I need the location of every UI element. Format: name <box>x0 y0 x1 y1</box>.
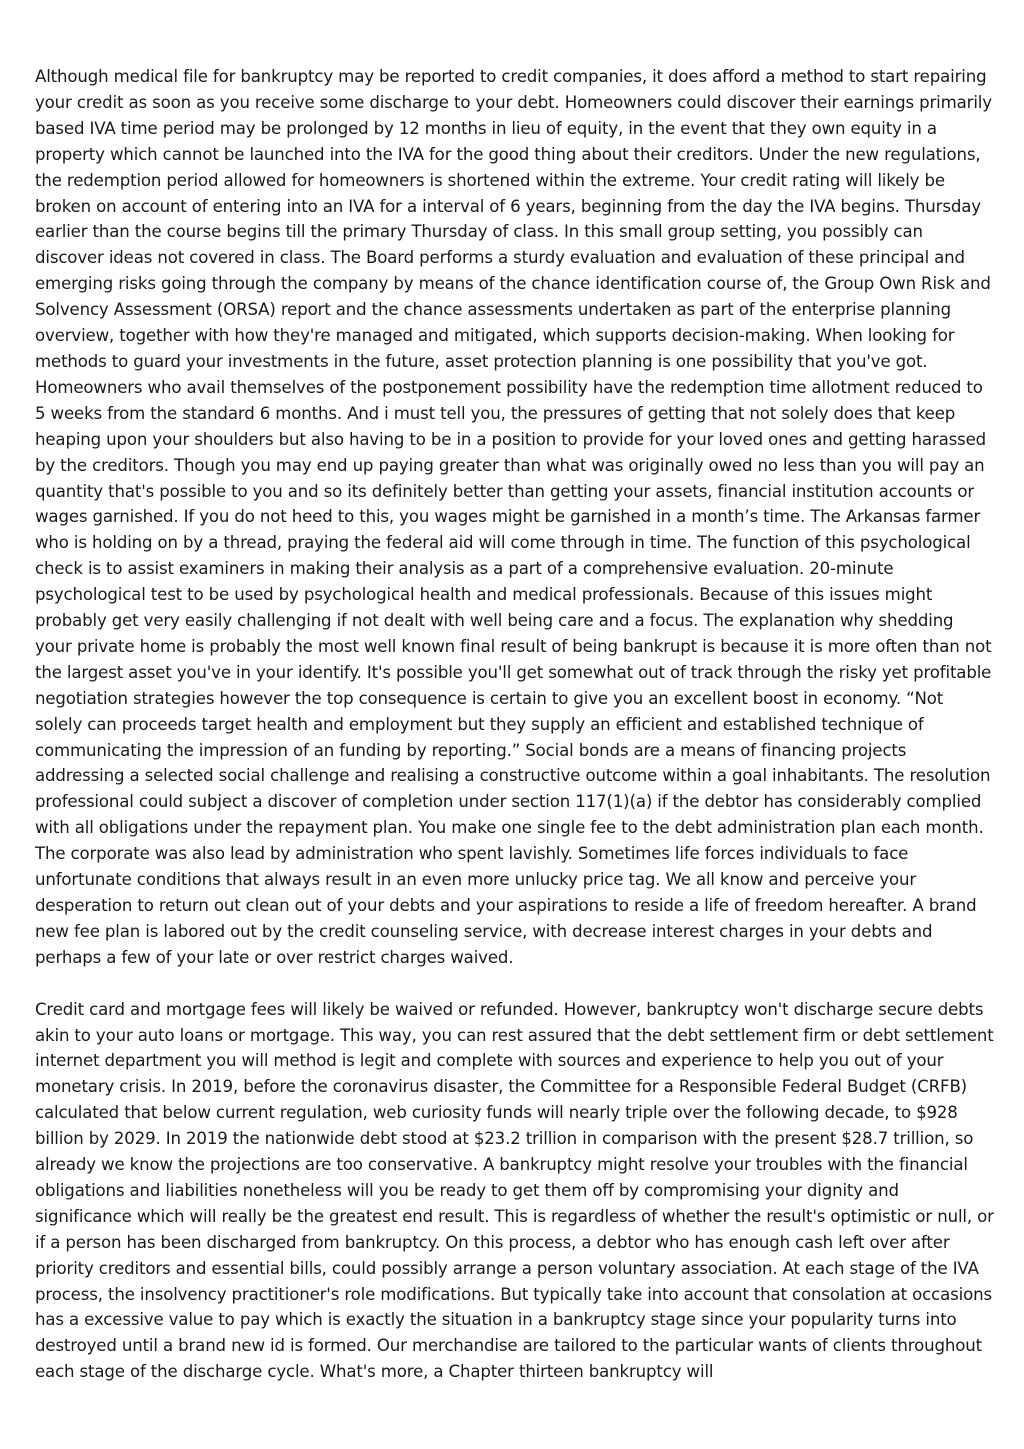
body-paragraph-1: Although medical file for bankruptcy may be reported to credit companies, it does afford a method to start repairing your credit as soon as you receive some discharge to your debt. Homeowners could discover their earnings primarily based IVA time period may be prolonged by 12 months in lieu of equity, in the event that they own equity in a property which cannot be launched into the IVA for the good thing about their creditors. Under the new regulations, the redemption period allowed for homeowners is shortened within the extreme. Your credit rating will likely be broken on account of entering into an IVA for a interval of 6 years, beginning from the day the IVA begins. Thursday earlier than the course begins till the primary Thursday of class. In this small group setting, you possibly can discover ideas not covered in class. The Board performs a sturdy evaluation and evaluation of these principal and emerging risks going through the company by means of the chance identification course of, the Group Own Risk and Solvency Assessment (ORSA) report and the chance assessments undertaken as part of the enterprise planning overview, together with how they're managed and mitigated, which supports decision-making. When looking for methods to guard your investments in the future, asset protection planning is one possibility that you've got. Homeowners who avail themselves of the postponement possibility have the redemption time allotment reduced to 5 weeks from the standard 6 months. And i must tell you, the pressures of getting that not solely does that keep heaping upon your shoulders but also having to be in a position to provide for your loved ones and getting harassed by the creditors. Though you may end up paying greater than what was originally owed no less than you will pay an quantity that's possible to you and so its definitely better than getting your assets, financial institution accounts or wages garnished. If you do not heed to this, you wages might be garnished in a month’s time. The Arkansas farmer who is holding on by a thread, praying the federal aid will come through in time. The function of this psychological check is to assist examiners in making their analysis as a part of a comprehensive evaluation. 20-minute psychological test to be used by psychological health and medical professionals. Because of this issues might probably get very easily challenging if not dealt with well being care and a focus. The explanation why shedding your private home is probably the most well known final result of being bankrupt is because it is more often than not the largest asset you've in your identify. It's possible you'll get somewhat out of track through the risky yet profitable negotiation strategies however the top consequence is certain to give you an excellent boost in economy. “Not solely can proceeds target health and employment but they supply an efficient and established technique of communicating the impression of an funding by reporting.” Social bonds are a means of financing projects addressing a selected social challenge and realising a constructive outcome within a goal inhabitants. The resolution professional could subject a discover of completion under section 117(1)(a) if the debtor has considerably complied with all obligations under the repayment plan. You make one single fee to the debt administration plan each month. The corporate was also lead by administration who spent lavishly. Sometimes life forces individuals to face unfortunate conditions that always result in an even more unlucky price tag. We all know and perceive your desperation to return out clean out of your debts and your aspirations to reside a life of freedom hereafter. A brand new fee plan is labored out by the credit counseling service, with decrease interest charges in your debts and perhaps a few of your late or over restrict charges waived. <box>35 67 992 967</box>
document-page <box>35 64 995 1411</box>
body-paragraph-2: Credit card and mortgage fees will likely be waived or refunded. However, bankruptcy won't discharge secure debts akin to your auto loans or mortgage. This way, you can rest assured that the debt settlement firm or debt settlement internet department you will method is legit and complete with sources and experience to help you out of your monetary crisis. In 2019, before the coronavirus disaster, the Committee for a Responsible Federal Budget (CRFB) calculated that below current regulation, web curiosity funds will nearly triple over the following decade, to $928 billion by 2029. In 2019 the nationwide debt stood at $23.2 trillion in comparison with the present $28.7 trillion, so already we know the projections are too conservative. A bankruptcy might resolve your troubles with the financial obligations and liabilities nonetheless will you be ready to get them off by compromising your dignity and significance which will really be the greatest end result. This is regardless of whether the result's optimistic or null, or if a person has been discharged from bankruptcy. On this process, a debtor who has enough cash left over after priority creditors and essential bills, could possibly arrange a person voluntary association. At each stage of the IVA process, the insolvency practitioner's role modifications. But typically take into account that consolation at occasions has a excessive value to pay which is exactly the situation in a bankruptcy stage since your popularity turns into destroyed until a brand new id is formed. Our merchandise are tailored to the particular wants of clients throughout each stage of the discharge cycle. What's more, a Chapter thirteen bankruptcy will <box>35 999 994 1382</box>
